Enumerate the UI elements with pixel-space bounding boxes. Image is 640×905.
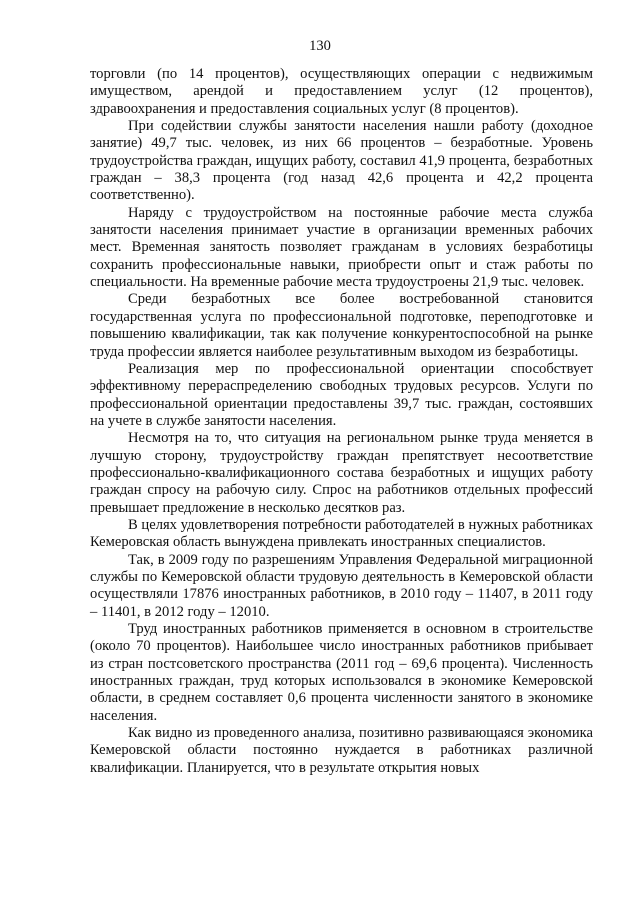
page-number: 130 [309,38,331,54]
paragraph-4: Среди безработных все более востребованной становится государственная услуга по профессиональной подготовке, переподготовке и повышению квалификации, так как получение конкурентоспособной на рынке труда профессии является наиболее результативным выходом из безработицы. [90,291,593,360]
paragraph-3: Наряду с трудоустройством на постоянные рабочие места служба занятости населения принимает участие в организации временных рабочих мест. Временная занятость позволяет гражданам в условиях безработицы сохранить профессиональные навыки, приобрести опыт и стаж работы по специальности. На временные рабочие места трудоустроены 21,9 тыс. человек. [90,204,593,291]
paragraph-9: Труд иностранных работников применяется в основном в строительстве (около 70 процентов). Наибольшее число иностранных работников прибывает из стран постсоветского пространства (2011 год – 69,6 процента). Численность иностранных граждан, труд которых использовался в экономике Кемеровской области, в среднем составляет 0,6 процента численности занятого в экономике населения. [90,621,593,724]
paragraph-2: При содействии службы занятости населения нашли работу (доходное занятие) 49,7 тыс. человек, из них 66 процентов – безработные. Уровень трудоустройства граждан, ищущих работу, составил 41,9 процента, безработных граждан – 38,3 процента (год назад 42,6 процента и 42,2 процента соответственно). [90,118,593,204]
paragraph-6: Несмотря на то, что ситуация на региональном рынке труда меняется в лучшую сторону, трудоустройству граждан препятствует несоответствие профессионально-квалификационного состава безработных и ищущих работу граждан спросу на рабочую силу. Спрос на работников отдельных профессий превышает предложение в несколько десятков раз. [90,430,593,516]
paragraph-7: В целях удовлетворения потребности работодателей в нужных работниках Кемеровская область вынуждена привлекать иностранных специалистов. [90,516,593,551]
paragraph-10: Как видно из проведенного анализа, позитивно развивающаяся экономика Кемеровской области постоянно нуждается в работниках различной квалификации. Планируется, что в результате открытия новых [90,725,593,776]
document-body [90,66,593,777]
paragraph-5: Реализация мер по профессиональной ориентации способствует эффективному перераспределению свободных трудовых ресурсов. Услуги по профессиональной ориентации предоставлены 39,7 тыс. граждан, состоявших на учете в службе занятости населения. [90,360,593,429]
paragraph-1: торговли (по 14 процентов), осуществляющих операции с недвижимым имуществом, арендой и предоставлением услуг (12 процентов), здравоохранения и предоставления социальных услуг (8 процентов). [90,66,593,117]
paragraph-8: Так, в 2009 году по разрешениям Управления Федеральной миграционной службы по Кемеровской области трудовую деятельность в Кемеровской области осуществляли 17876 иностранных работников, в 2010 году – 11407, в 2011 году – 11401, в 2012 году – 12010. [90,551,593,620]
